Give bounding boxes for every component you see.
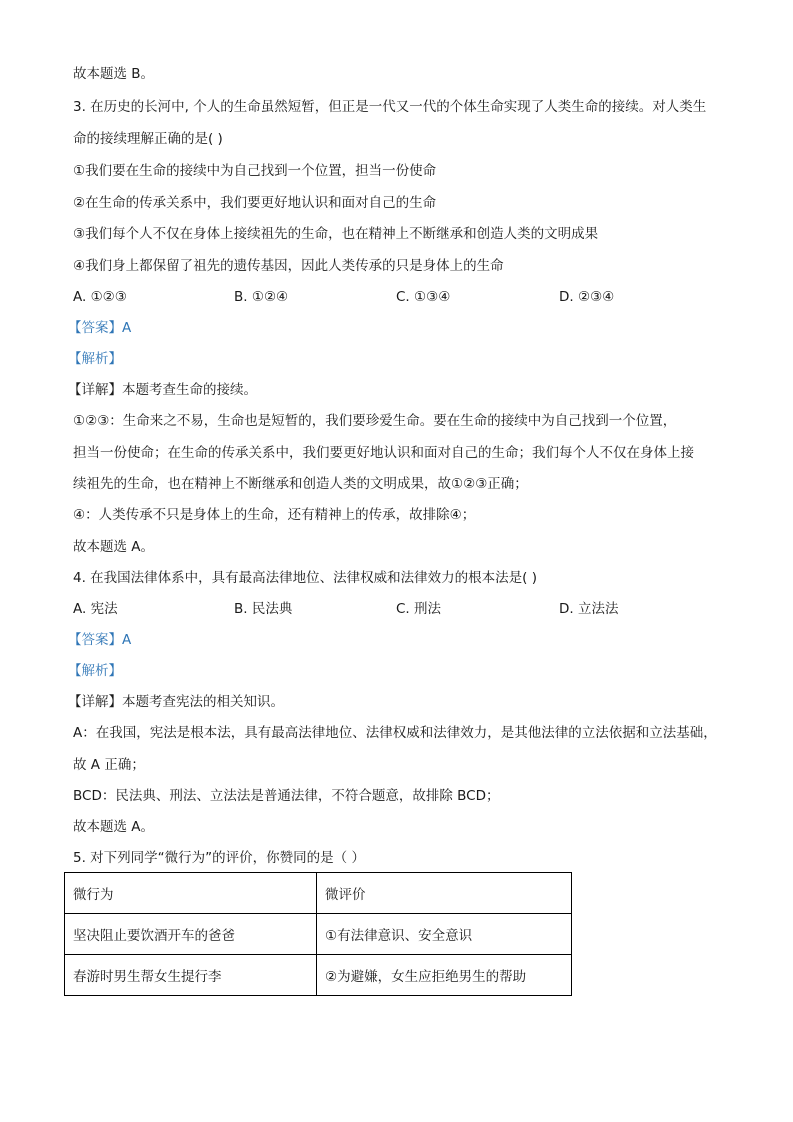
q3-detail-line-3: 续祖先的生命，也在精神上不断继承和创造人类的文明成果，故①②③正确； bbox=[73, 476, 528, 492]
q3-detail-title: 【详解】本题考查生命的接续。 bbox=[68, 382, 257, 398]
q4-option-b: B. 民法典 bbox=[234, 601, 293, 617]
previous-conclusion: 故本题选 B。 bbox=[73, 66, 155, 82]
q3-stem-line-1: 3. 在历史的长河中, 个人的生命虽然短暂，但正是一代又一代的个体生命实现了人类生命的接续。对人类生 bbox=[73, 99, 707, 115]
q3-detail-line-1: ①②③：生命来之不易，生命也是短暂的，我们要珍爱生命。要在生命的接续中为自己找到一个位置， bbox=[73, 413, 677, 429]
q3-stem-line-2: 命的接续理解正确的是( ) bbox=[73, 131, 223, 147]
q5-table bbox=[64, 872, 572, 996]
q3-statement-4: ④我们身上都保留了祖先的遗传基因，因此人类传承的只是身体上的生命 bbox=[73, 258, 504, 274]
q4-detail-line-2: 故 A 正确； bbox=[73, 757, 145, 773]
q3-statement-3: ③我们每个人不仅在身体上接续祖先的生命，也在精神上不断继承和创造人类的文明成果 bbox=[73, 226, 599, 242]
q3-answer: 【答案】A bbox=[68, 320, 132, 336]
q3-option-d: D. ②③④ bbox=[559, 289, 615, 305]
table-header-cell: 微行为 bbox=[65, 873, 317, 914]
q4-option-d: D. 立法法 bbox=[559, 601, 619, 617]
q4-stem: 4. 在我国法律体系中，具有最高法律地位、法律权威和法律效力的根本法是( ) bbox=[73, 570, 537, 586]
q3-statement-2: ②在生命的传承关系中，我们要更好地认识和面对自己的生命 bbox=[73, 195, 437, 211]
table-row bbox=[65, 955, 572, 996]
table-header-row bbox=[65, 873, 572, 914]
table-cell: ②为避嫌，女生应拒绝男生的帮助 bbox=[317, 955, 572, 996]
q4-option-a: A. 宪法 bbox=[73, 601, 118, 617]
q4-option-c: C. 刑法 bbox=[396, 601, 442, 617]
q4-detail-line-1: A：在我国，宪法是根本法，具有最高法律地位、法律权威和法律效力，是其他法律的立法依据和立法基础， bbox=[73, 725, 717, 741]
table-header-cell: 微评价 bbox=[317, 873, 572, 914]
table-cell: 坚决阻止要饮酒开车的爸爸 bbox=[65, 914, 317, 955]
q3-option-a: A. ①②③ bbox=[73, 289, 127, 305]
q3-statement-1: ①我们要在生命的接续中为自己找到一个位置，担当一份使命 bbox=[73, 163, 437, 179]
q4-answer: 【答案】A bbox=[68, 632, 132, 648]
q3-analysis-label: 【解析】 bbox=[68, 351, 122, 367]
q4-conclusion: 故本题选 A。 bbox=[73, 819, 155, 835]
q3-conclusion: 故本题选 A。 bbox=[73, 539, 155, 555]
q3-option-c: C. ①③④ bbox=[396, 289, 451, 305]
q3-detail-line-4: ④：人类传承不只是身体上的生命，还有精神上的传承，故排除④； bbox=[73, 507, 476, 523]
table-cell: ①有法律意识、安全意识 bbox=[317, 914, 572, 955]
q4-analysis-label: 【解析】 bbox=[68, 663, 122, 679]
q4-detail-title: 【详解】本题考查宪法的相关知识。 bbox=[68, 694, 284, 710]
table-row bbox=[65, 914, 572, 955]
q4-detail-line-3: BCD：民法典、刑法、立法法是普通法律，不符合题意，故排除 BCD； bbox=[73, 788, 500, 804]
q3-detail-line-2: 担当一份使命；在生命的传承关系中，我们要更好地认识和面对自己的生命；我们每个人不仅在身体上接 bbox=[73, 445, 694, 461]
q3-option-b: B. ①②④ bbox=[234, 289, 289, 305]
table-cell: 春游时男生帮女生提行李 bbox=[65, 955, 317, 996]
q5-stem: 5. 对下列同学“微行为”的评价，你赞同的是（ ） bbox=[73, 850, 365, 866]
